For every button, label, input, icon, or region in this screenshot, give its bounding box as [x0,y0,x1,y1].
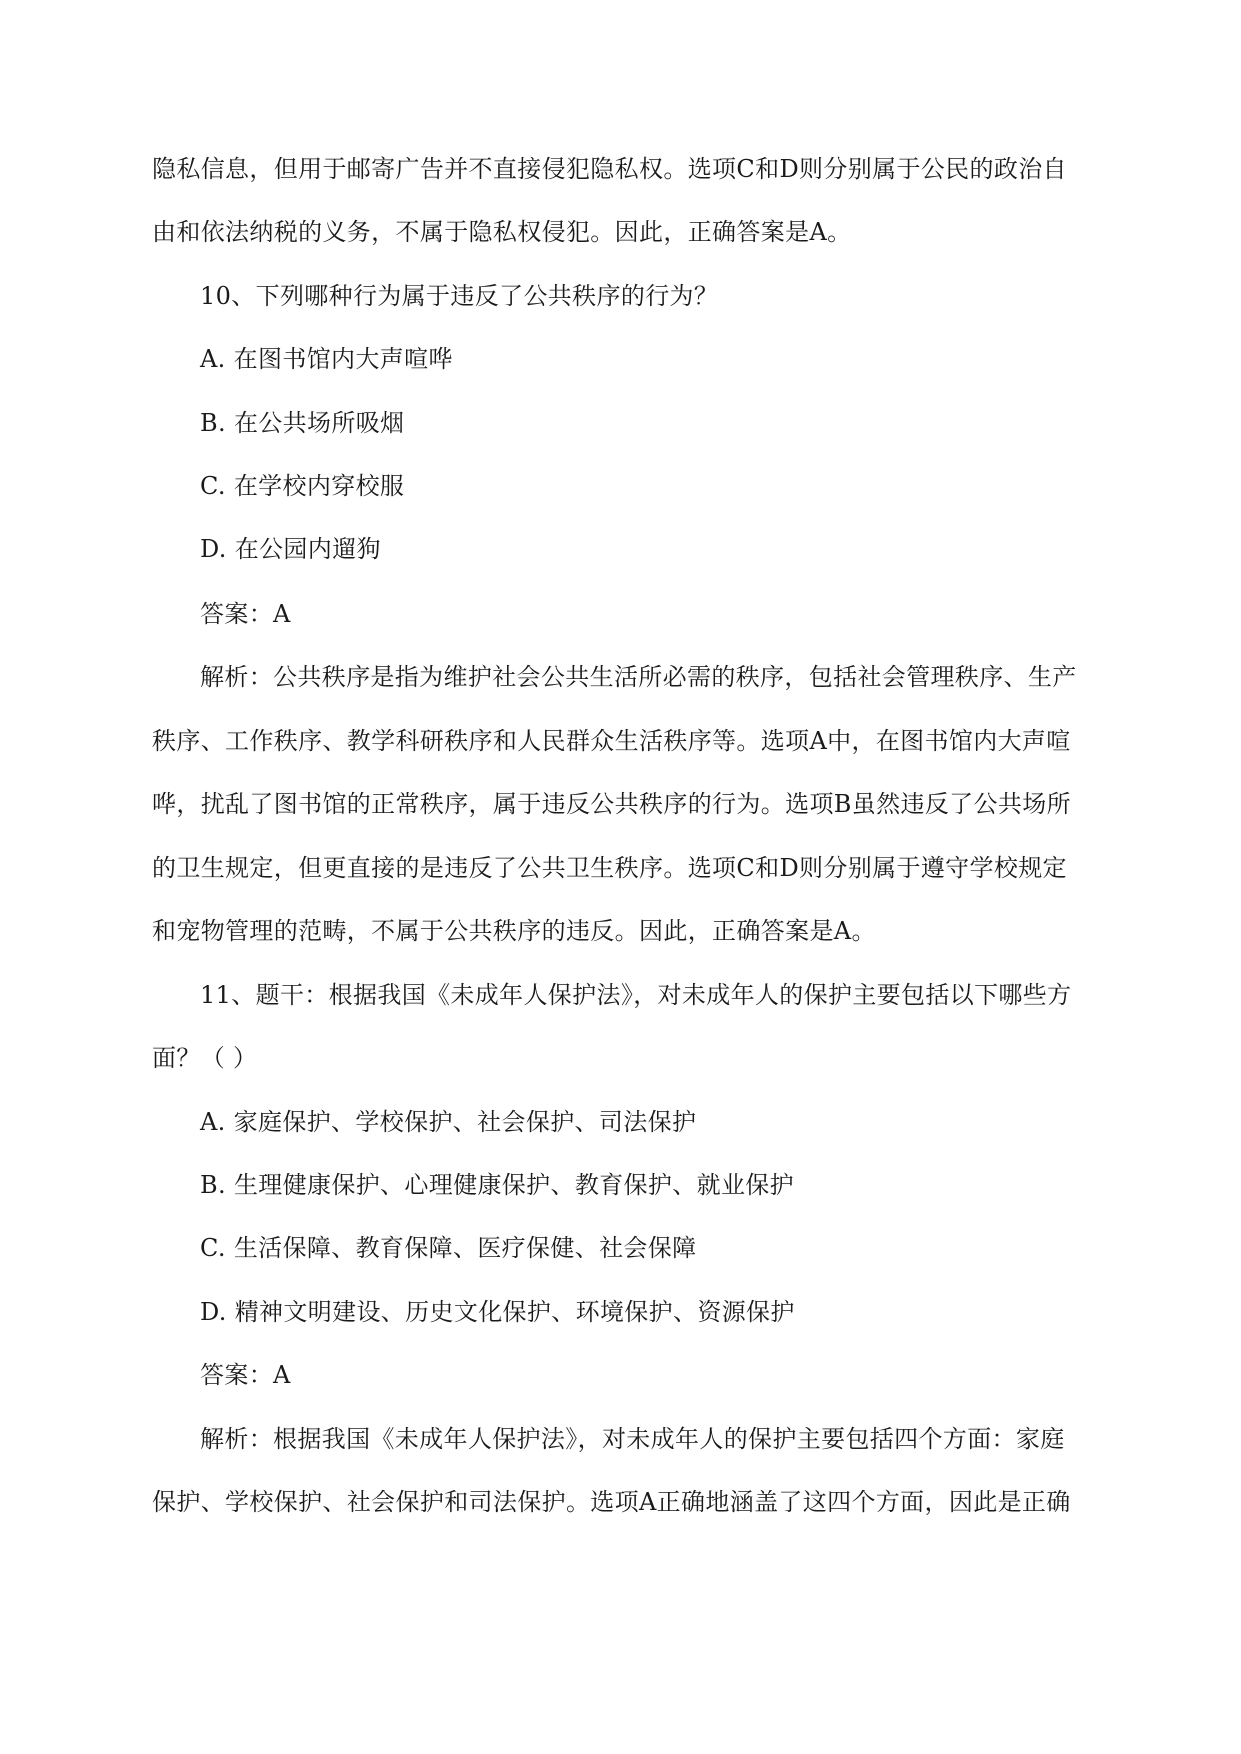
question-10-explanation-line-5: 和宠物管理的范畴，不属于公共秩序的违反。因此，正确答案是A。 [152,917,876,945]
question-10-option-c: C. 在学校内穿校服 [200,472,405,500]
question-10-explanation-line-2: 秩序、工作秩序、教学科研秩序和人民群众生活秩序等。选项A中，在图书馆内大声喧 [152,727,1071,755]
question-11-explanation-line-2: 保护、学校保护、社会保护和司法保护。选项A正确地涵盖了这四个方面，因此是正确 [152,1488,1071,1516]
question-10-explanation-line-4: 的卫生规定，但更直接的是违反了公共卫生秩序。选项C和D则分别属于遵守学校规定 [152,854,1067,882]
question-10-explanation-line-3: 哗，扰乱了图书馆的正常秩序，属于违反公共秩序的行为。选项B虽然违反了公共场所 [152,790,1071,818]
question-10-option-a: A. 在图书馆内大声喧哗 [200,345,453,373]
question-11-stem-line-1: 11、题干：根据我国《未成年人保护法》，对未成年人的保护主要包括以下哪些方 [200,981,1072,1009]
question-10-explanation-line-1: 解析：公共秩序是指为维护社会公共生活所必需的秩序，包括社会管理秩序、生产 [200,663,1077,691]
question-11-option-d: D. 精神文明建设、历史文化保护、环境保护、资源保护 [200,1298,795,1326]
question-11-option-b: B. 生理健康保护、心理健康保护、教育保护、就业保护 [200,1171,794,1199]
question-10-option-b: B. 在公共场所吸烟 [200,409,405,437]
prev-explanation-line-1: 隐私信息，但用于邮寄广告并不直接侵犯隐私权。选项C和D则分别属于公民的政治自 [152,155,1067,183]
question-11-answer: 答案：A [200,1361,291,1389]
question-10-stem: 10、下列哪种行为属于违反了公共秩序的行为？ [200,282,719,310]
question-11-option-a: A. 家庭保护、学校保护、社会保护、司法保护 [200,1108,697,1136]
question-10-option-d: D. 在公园内遛狗 [200,535,381,563]
question-10-answer: 答案：A [200,600,291,628]
question-11-explanation-line-1: 解析：根据我国《未成年人保护法》，对未成年人的保护主要包括四个方面：家庭 [200,1425,1065,1453]
question-11-option-c: C. 生活保障、教育保障、医疗保健、社会保障 [200,1234,697,1262]
question-11-stem-line-2: 面？（ ） [152,1044,258,1072]
prev-explanation-line-2: 由和依法纳税的义务，不属于隐私权侵犯。因此，正确答案是A。 [152,218,852,246]
